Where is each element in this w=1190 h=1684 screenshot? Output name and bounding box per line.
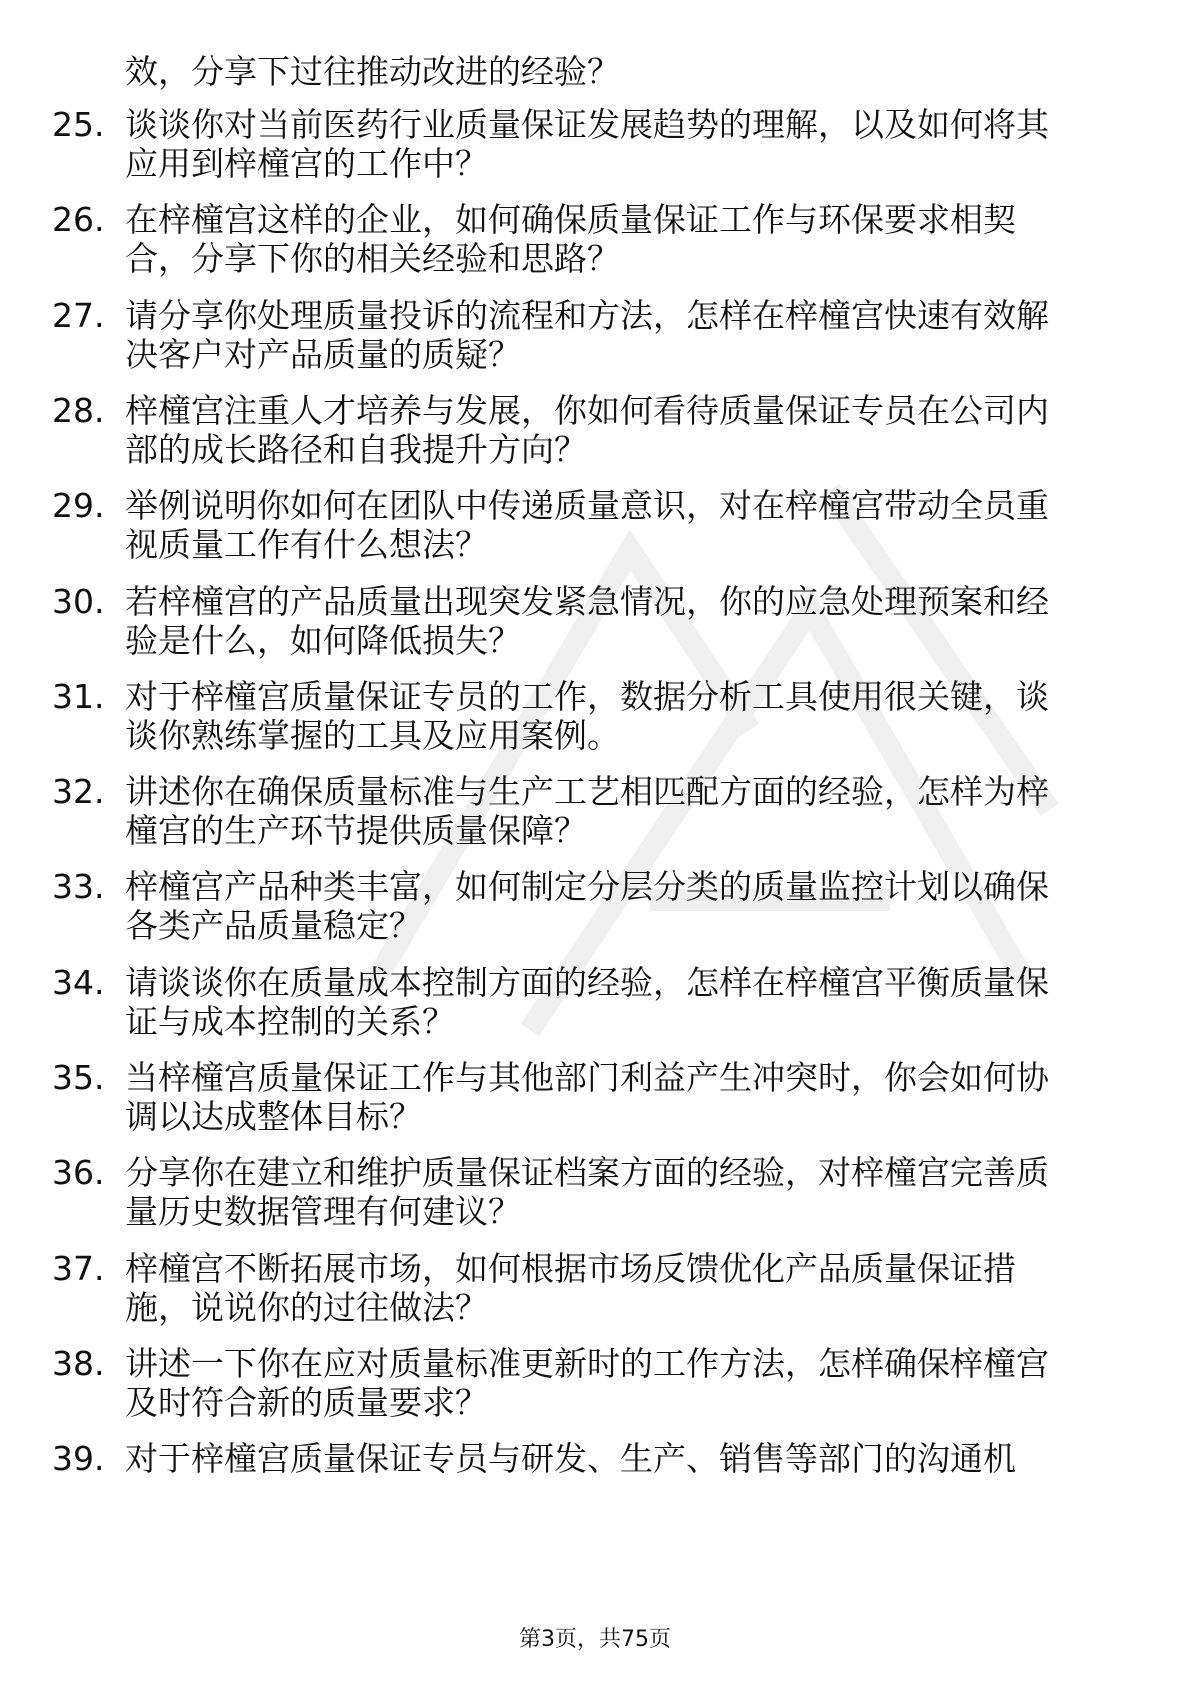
question-line: 验是什么，如何降低损失？ [125,621,521,660]
question-line: 及时符合新的质量要求？ [125,1383,488,1422]
question-item [0,867,1190,947]
question-item [0,391,1190,471]
question-line: 谈你熟练掌握的工具及应用案例。 [125,716,620,755]
question-line: 讲述你在确保质量标准与生产工艺相匹配方面的经验，怎样为梓 [125,772,1049,811]
question-text [125,1249,1115,1327]
question-text [125,391,1115,469]
question-item [0,1344,1190,1424]
question-number: 34. [52,963,105,1002]
question-number: 33. [52,867,105,906]
question-text [125,1058,1115,1136]
question-item [0,1153,1190,1233]
question-line: 对于梓橦宫质量保证专员与研发、生产、销售等部门的沟通机 [125,1439,1016,1478]
question-text [125,200,1115,278]
question-item [0,582,1190,662]
question-number: 31. [52,677,105,716]
question-number: 39. [52,1439,105,1478]
question-item [0,1249,1190,1329]
question-item [0,963,1190,1043]
question-text [125,486,1115,564]
question-line: 调以达成整体目标？ [125,1097,422,1136]
question-number: 30. [52,582,105,621]
question-text [125,296,1115,374]
question-number: 26. [52,200,105,239]
question-line: 梓橦宫产品种类丰富，如何制定分层分类的质量监控计划以确保 [125,867,1049,906]
question-line: 请分享你处理质量投诉的流程和方法，怎样在梓橦宫快速有效解 [125,296,1049,335]
question-line: 谈谈你对当前医药行业质量保证发展趋势的理解，以及如何将其 [125,105,1049,144]
question-line: 证与成本控制的关系？ [125,1002,455,1041]
question-line: 橦宫的生产环节提供质量保障？ [125,811,587,850]
question-item [0,1058,1190,1138]
page-footer: 第3页，共75页 [519,1627,671,1652]
question-line: 施，说说你的过往做法？ [125,1288,488,1327]
question-line: 视质量工作有什么想法？ [125,525,488,564]
question-line: 对于梓橦宫质量保证专员的工作，数据分析工具使用很关键，谈 [125,677,1049,716]
question-line: 当梓橦宫质量保证工作与其他部门利益产生冲突时，你会如何协 [125,1058,1049,1097]
question-number: 25. [52,105,105,144]
question-line: 梓橦宫注重人才培养与发展，你如何看待质量保证专员在公司内 [125,391,1049,430]
question-number: 27. [52,296,105,335]
question-line: 各类产品质量稳定？ [125,906,422,945]
question-item [0,677,1190,757]
question-number: 28. [52,391,105,430]
question-text [125,963,1115,1041]
question-number: 37. [52,1249,105,1288]
question-text [125,1344,1115,1422]
question-text [125,772,1115,850]
question-line: 在梓橦宫这样的企业，如何确保质量保证工作与环保要求相契 [125,200,1016,239]
question-item [0,296,1190,376]
question-item [0,486,1190,566]
question-item [0,105,1190,185]
question-item [0,200,1190,280]
question-line: 合，分享下你的相关经验和思路？ [125,239,620,278]
question-number: 29. [52,486,105,525]
question-line: 分享你在建立和维护质量保证档案方面的经验，对梓橦宫完善质 [125,1153,1049,1192]
question-item [0,772,1190,852]
question-number: 32. [52,772,105,811]
continuation-text: 效，分享下过往推动改进的经验？ [125,52,620,91]
question-text [125,105,1115,183]
question-item [0,1439,1190,1519]
question-number: 35. [52,1058,105,1097]
question-number: 36. [52,1153,105,1192]
question-line: 决客户对产品质量的质疑？ [125,335,521,374]
question-text [125,582,1115,660]
question-line: 应用到梓橦宫的工作中？ [125,144,488,183]
question-text [125,867,1115,945]
question-line: 讲述一下你在应对质量标准更新时的工作方法，怎样确保梓橦宫 [125,1344,1049,1383]
question-line: 部的成长路径和自我提升方向？ [125,430,587,469]
question-line: 量历史数据管理有何建议？ [125,1192,521,1231]
question-number: 38. [52,1344,105,1383]
question-text [125,1439,1115,1478]
question-line: 梓橦宫不断拓展市场，如何根据市场反馈优化产品质量保证措 [125,1249,1016,1288]
question-text [125,677,1115,755]
question-text [125,1153,1115,1231]
question-line: 若梓橦宫的产品质量出现突发紧急情况，你的应急处理预案和经 [125,582,1049,621]
question-line: 举例说明你如何在团队中传递质量意识，对在梓橦宫带动全员重 [125,486,1049,525]
question-line: 请谈谈你在质量成本控制方面的经验，怎样在梓橦宫平衡质量保 [125,963,1049,1002]
